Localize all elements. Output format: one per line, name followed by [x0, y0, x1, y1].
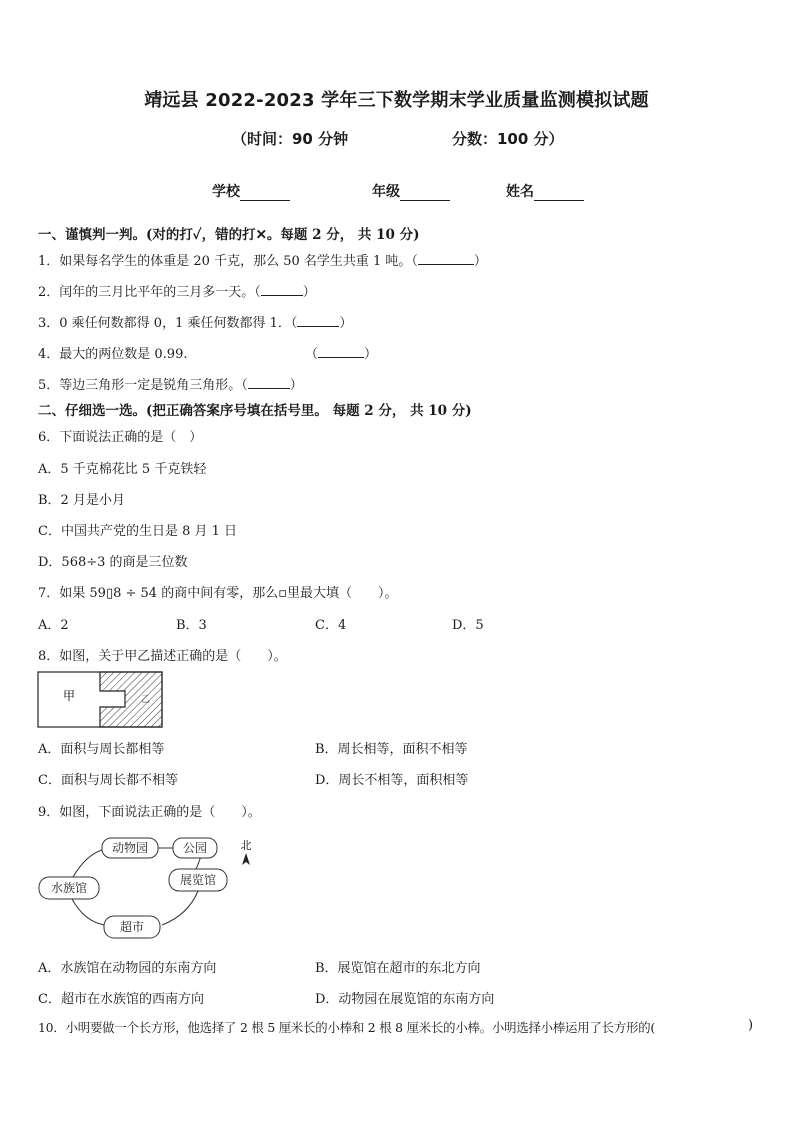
question-6-option-b[interactable]: B．2 月是小月 [38, 493, 125, 508]
map-label-exhibit: 展览馆 [179, 873, 217, 887]
question-1-close: ） [473, 254, 487, 269]
school-blank[interactable] [240, 186, 290, 201]
figure-label-b: 乙 [141, 695, 151, 705]
map-label-market: 超市 [119, 920, 145, 934]
question-1-text: 1．如果每名学生的体重是 20 千克，那么 50 名学生共重 1 吨。（ [38, 254, 418, 269]
question-5 [38, 374, 303, 393]
grade-blank[interactable] [400, 186, 450, 201]
question-5-text: 5．等边三角形一定是锐角三角形。（ [38, 378, 248, 393]
grade-label: 年级 [372, 184, 400, 200]
map-edge-market-exhibit [162, 891, 198, 925]
grade-field[interactable] [372, 181, 450, 201]
question-3 [38, 312, 352, 331]
page-title: 靖远县 2022-2023 学年三下数学期末学业质量监测模拟试题 [144, 90, 649, 111]
question-10-stem: 10．小明要做一个长方形，他选择了 2 根 5 厘米长的小棒和 2 根 8 厘米长的小棒。小明选择小棒运用了长方形的( [38, 1020, 656, 1035]
figure-shaded-region [100, 672, 162, 727]
question-6-option-a[interactable]: A．5 千克棉花比 5 千克铁轻 [38, 462, 207, 477]
question-2-close: ） [302, 285, 316, 300]
question-4-open: （ [305, 347, 319, 362]
question-4-text: 4．最大的两位数是 0.99. [38, 347, 188, 362]
question-7-stem: 7．如果 59▯8 ÷ 54 的商中间有零，那么▫里最大填（ ）。 [38, 586, 398, 601]
question-3-text: 3．0 乘任何数都得 0，1 乘任何数都得 1．（ [38, 316, 298, 331]
map-label-aquarium: 水族馆 [50, 881, 88, 895]
question-2-text: 2．闰年的三月比平年的三月多一天。（ [38, 285, 261, 300]
question-4-close: ） [364, 347, 378, 362]
question-9-option-d[interactable]: D．动物园在展览馆的东南方向 [315, 992, 495, 1007]
question-9-map [36, 833, 258, 943]
question-7-option-a[interactable]: A．2 [38, 618, 69, 633]
question-2 [38, 281, 316, 300]
question-9-stem: 9．如图，下面说法正确的是（ ）。 [38, 805, 261, 820]
answer-blank-4[interactable] [318, 345, 364, 358]
question-1 [38, 250, 487, 269]
map-edge-aquarium-market [72, 899, 104, 925]
north-label: 北 [240, 839, 252, 852]
answer-blank-1[interactable] [418, 252, 474, 265]
section2-heading: 二、仔细选一选。(把正确答案序号填在括号里。 每题 2 分， 共 10 分) [38, 403, 472, 419]
map-label-park: 公园 [182, 841, 208, 855]
question-6-stem: 6．下面说法正确的是（ ） [38, 430, 203, 445]
question-6-option-d[interactable]: D．568÷3 的商是三位数 [38, 555, 188, 570]
question-3-close: ） [339, 316, 353, 331]
question-8-figure [37, 671, 165, 729]
question-9-option-b[interactable]: B．展览馆在超市的东北方向 [315, 961, 481, 976]
section1-heading: 一、谨慎判一判。(对的打✓，错的打✕。每题 2 分， 共 10 分) [38, 227, 420, 243]
time-label: （时间：90 分钟 [232, 130, 349, 148]
map-label-zoo: 动物园 [111, 841, 149, 855]
answer-blank-2[interactable] [261, 283, 303, 296]
question-5-close: ） [289, 378, 303, 393]
school-field[interactable] [212, 181, 290, 201]
question-7-option-d[interactable]: D．5 [452, 618, 484, 633]
question-9-option-c[interactable]: C．超市在水族馆的西南方向 [38, 992, 204, 1007]
question-8-option-a[interactable]: A．面积与周长都相等 [38, 742, 165, 757]
name-blank[interactable] [534, 186, 584, 201]
school-label: 学校 [212, 184, 240, 200]
question-8-option-b[interactable]: B．周长相等，面积不相等 [315, 742, 468, 757]
answer-blank-3[interactable] [297, 314, 339, 327]
question-4-answer [305, 343, 377, 362]
question-8-option-c[interactable]: C．面积与周长都不相等 [38, 773, 178, 788]
map-edge-aquarium-zoo [73, 850, 102, 877]
figure-label-a: 甲 [63, 689, 76, 703]
score-label: 分数：100 分） [452, 130, 564, 148]
question-8-option-d[interactable]: D．周长不相等，面积相等 [315, 773, 469, 788]
north-arrow-icon [242, 853, 250, 865]
question-10-close: ) [748, 1018, 754, 1033]
question-7-option-c[interactable]: C．4 [315, 618, 347, 633]
question-7-option-b[interactable]: B．3 [176, 618, 207, 633]
question-9-option-a[interactable]: A．水族馆在动物园的东南方向 [38, 961, 217, 976]
question-8-stem: 8．如图，关于甲乙描述正确的是（ ）。 [38, 649, 287, 664]
name-field[interactable] [506, 181, 584, 201]
answer-blank-5[interactable] [248, 376, 290, 389]
name-label: 姓名 [506, 184, 534, 200]
question-6-option-c[interactable]: C．中国共产党的生日是 8 月 1 日 [38, 524, 238, 539]
